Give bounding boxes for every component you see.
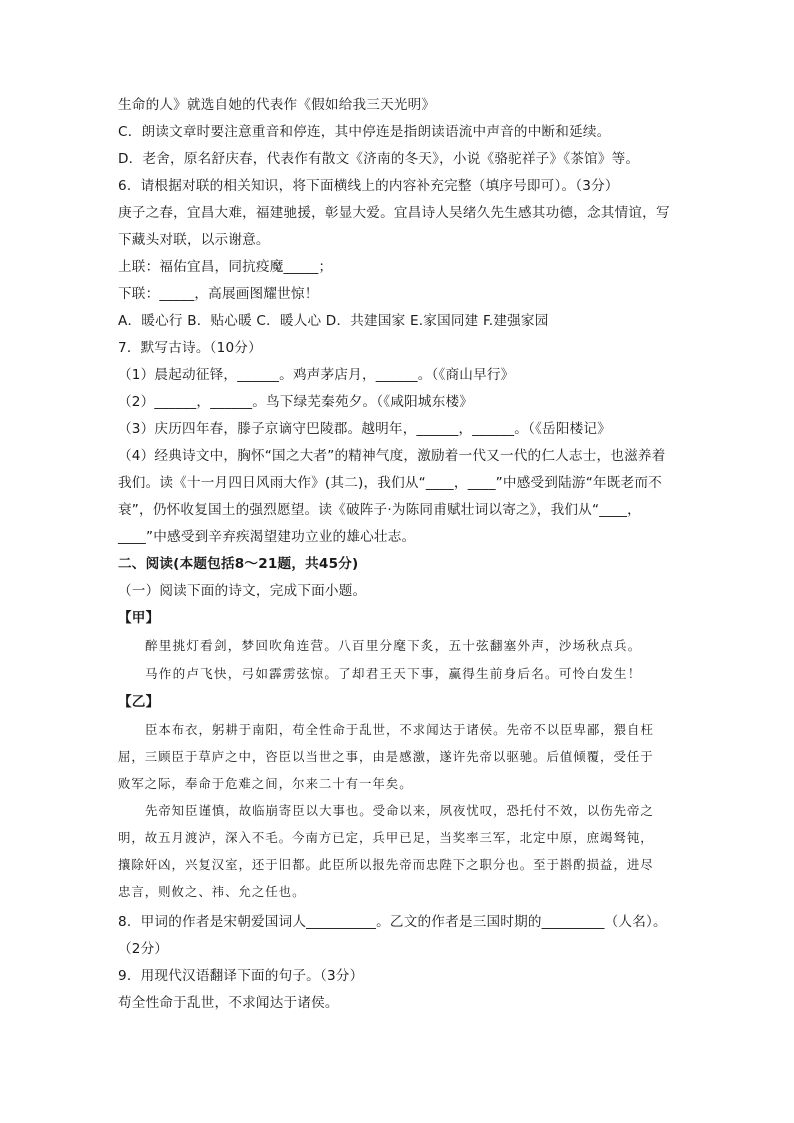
text-line: D．老舍，原名舒庆春，代表作有散文《济南的冬天》，小说《骆驼祥子》《茶馆》等。 xyxy=(118,151,640,167)
prose-line: 先帝知臣谨慎，故临崩寄臣以大事也。受命以来，夙夜忧叹，恐托付不效，以伤先帝之 xyxy=(145,803,654,818)
prose-line: 攘除奸凶，兴复汉室，还于旧都。此臣所以报先帝而忠陛下之职分也。至于斟酌损益，进尽 xyxy=(118,857,654,872)
text-line: 我们。读《十一月四日风雨大作》(其二)，我们从“____，____”中感受到陆游“年既老而不 xyxy=(118,475,662,491)
text-line: （3）庆历四年春，滕子京谪守巴陵郡。越明年，______，______。（《岳阳楼记》 xyxy=(118,421,612,437)
question-6: 6．请根据对联的相关知识，将下面横线上的内容补充完整（填序号即可）。（3分） xyxy=(118,178,619,194)
text-line: （2）______，______。鸟下绿芜秦苑夕。（《咸阳城东楼》 xyxy=(118,394,474,410)
answer-options: A．暖心行 B．贴心暖 C．暖人心 D．共建国家 E.家国同建 F.建强家园 xyxy=(118,313,549,329)
text-line: （一）阅读下面的诗文，完成下面小题。 xyxy=(118,583,367,599)
prose-line: 臣本布衣，躬耕于南阳，苟全性命于乱世，不求闻达于诸侯。先帝不以臣卑鄙，猥自枉 xyxy=(145,722,654,737)
question-8: 8．甲词的作者是宋朝爱国词人__________。乙文的作者是三国时期的_________（人名）。 xyxy=(118,914,667,930)
text-line: （1）晨起动征铎，______。鸡声茅店月，______。（《商山早行》 xyxy=(118,367,515,383)
passage-label-yi: 【乙】 xyxy=(118,694,160,710)
prose-line: 屈，三顾臣于草庐之中，咨臣以当世之事，由是感激，遂许先帝以驱驰。后值倾覆，受任于 xyxy=(118,749,654,764)
text-line: 庚子之春，宜昌大难，福建驰援，彰显大爱。宜昌诗人吴绪久先生感其功德，念其情谊，写 xyxy=(118,205,670,221)
text-line: （2分） xyxy=(118,941,169,957)
text-line: 下藏头对联，以示谢意。 xyxy=(118,232,270,248)
prose-line: 败军之际，奉命于危难之间，尔来二十有一年矣。 xyxy=(118,776,413,791)
question-9: 9．用现代汉语翻译下面的句子。（3分） xyxy=(118,968,364,984)
prose-line: 忠言，则攸之、祎、允之任也。 xyxy=(118,884,306,899)
text-line: （4）经典诗文中，胸怀“国之大者”的精神气度，激励着一代又一代的仁人志士，也滋养着 xyxy=(118,448,666,464)
text-line: 衰”，仍怀收复国土的强烈愿望。读《破阵子·为陈同甫赋壮词以寄之》，我们从“____， xyxy=(118,502,641,518)
section-heading: 二、阅读(本题包括8～21题，共45分) xyxy=(118,556,359,572)
text-line: ____”中感受到辛弃疾渴望建功立业的雄心壮志。 xyxy=(118,529,416,545)
couplet-upper: 上联：福佑宜昌，同抗疫魔_____； xyxy=(118,259,333,275)
couplet-lower: 下联：_____，高展画图耀世惊！ xyxy=(118,286,319,302)
text-line: C．朗读文章时要注意重音和停连，其中停连是指朗读语流中声音的中断和延续。 xyxy=(118,124,611,140)
prose-line: 明，故五月渡泸，深入不毛。今南方已定，兵甲已足，当奖率三军，北定中原，庶竭驽钝， xyxy=(118,830,654,845)
poem-line: 马作的卢飞快，弓如霹雳弦惊。了却君王天下事，赢得生前身后名。可怜白发生！ xyxy=(145,666,642,681)
poem-line: 醉里挑灯看剑，梦回吹角连营。八百里分麾下炙，五十弦翻塞外声，沙场秋点兵。 xyxy=(145,638,642,653)
text-line: 苟全性命于乱世，不求闻达于诸侯。 xyxy=(118,995,339,1011)
question-7: 7．默写古诗。（10分） xyxy=(118,340,262,356)
passage-label-jia: 【甲】 xyxy=(118,610,160,626)
text-line: 生命的人》就选自她的代表作《假如给我三天光明》 xyxy=(118,97,436,113)
